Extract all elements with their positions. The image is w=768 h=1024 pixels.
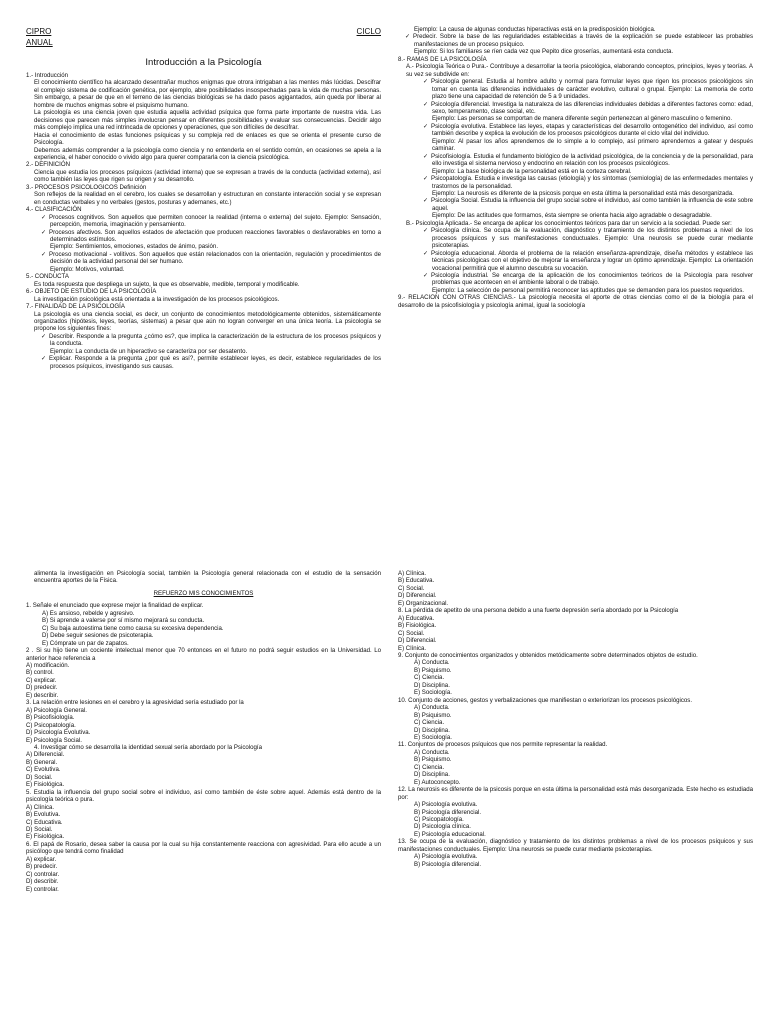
text-content: B) Psicología diferencial. [414,808,482,816]
text-line [398,659,753,666]
text-line [398,168,753,175]
text-line [26,109,381,131]
text-content: A) Es ansioso, rebelde y agresivo. [42,609,135,617]
text-content: 10. Conjunto de acciones, gestos y verbalizaciones que manifiestan o exteriorizan los procesos psicológicos. [398,696,693,704]
checkmark-icon: ✓ [423,152,429,160]
text-content: 6. El papá de Rosario, desea saber la causa por la cual su hija constantemente reacciona con agresividad. Para ello acude a un psicólogo que tendrá como finalidad [26,840,381,856]
text-content: 3.- PROCESOS PSICOLOGICOS Definición [26,183,147,191]
page1-left-text [26,72,381,370]
text-line [398,741,753,748]
text-content: Psicopatología. Estudia e investiga las causas (etiología) y los síntomas (semiología) de las enfermedades mentales y trastornos de la personalidad. [431,175,753,190]
text-content: Ejemplo: La causa de algunas conductas hiperactivas está en la predisposición biológica. [414,26,656,33]
text-line [26,281,381,288]
page1-right-column [398,26,753,309]
text-line [26,699,381,706]
text-line [26,833,381,840]
text-line [398,78,753,100]
text-line [398,712,753,719]
text-line [398,63,753,78]
text-line [398,220,753,227]
text-line [26,856,381,863]
text-line [398,287,753,294]
text-line [26,751,381,758]
text-content: Psicología educacional. Aborda el problema de la relación enseñanza-aprendizaje, diseña métodos y establece las técnicas psicológicas con el objetivo de mejorar la enseñanza y lograr un óptimo aprendizaje. Ejemplo: La orientación vocacional permitirá que el alumno descubra su vocación. [431,249,753,272]
text-content: A) Conducta. [414,748,450,756]
page-2 [0,520,768,1024]
page2-left-column [26,570,381,893]
text-content: B) Psiquismo. [414,711,452,719]
text-line [398,577,753,584]
text-content: D) Disciplina. [414,771,450,779]
text-line [26,707,381,714]
text-line [398,570,753,577]
text-line [26,333,381,348]
text-line [398,734,753,741]
text-content: Debemos además comprender a la psicología como ciencia y no entenderla en el sentido común, en ocasiones se apela a la experiencia, el haber conocido o vivido algo para querer compararla con la ciencia psicológica. [34,146,381,161]
text-content: 2 . Si su hijo tiene un cociente intelectual menor que 70 entonces en el futuro no podrá seguir estudios en la Universidad. Lo anterior hace referencia a [26,647,381,662]
text-content: Procesos afectivos. Son aquellos estados de afectación que producen reacciones favorables o desfavorables en torno a determinados estímulos. [49,228,381,243]
text-content: 3. La relación entre lesiones en el cerebro y la agresividad sería estudiado por la [26,699,244,707]
text-content: E) describir. [26,691,59,699]
text-line [26,602,381,609]
text-content: B) Psicología diferencial. [414,860,482,868]
text-content: 9.- RELACION CON OTRAS CIENCIAS.- La psicología necesita el aporte de otras ciencias como el de la biología para el desarrollo de la psicofisiología y psicología animal, igual la sociología [398,294,753,309]
text-line [26,647,381,662]
checkmark-icon: ✓ [423,197,429,205]
text-content: B.- Psicología Aplicada.- Se encarga de aplicar los conocimientos teóricos para dar un servicio a la sociedad. Puede ser: [406,219,732,227]
text-content: 4.- CLASIFICACIÓN [26,206,82,214]
text-line [26,886,381,893]
text-content: Predecir. Sobre la base de las regularidades establecidas a través de la explicación se puede establecer las probables manifestaciones de un proceso psíquico. [413,33,753,48]
text-line [26,355,381,370]
text-line [26,677,381,684]
text-content: Psicología clínica. Se ocupa de la evaluación, diagnóstico y tratamiento de los distintos problemas a nivel de los procesos psíquicos y sus manifestaciones conductuales. Ejemplo: Una neurosis se puede curar mediante psicoterapias. [431,227,753,250]
text-content: 5.- CONDUCTA [26,273,69,281]
text-line [398,645,753,652]
checkmark-icon: ✓ [41,250,47,258]
text-content: B) control. [26,669,54,677]
text-content: C) Ciencia. [414,674,445,682]
text-content: C) Social. [398,629,425,637]
checkmark-icon: ✓ [405,33,411,41]
text-content: E) Sociología. [414,733,452,741]
document-title: Introducción a la Psicología [145,57,262,68]
page1-right-text [398,26,753,309]
page2-right-column [398,570,753,868]
text-content: B) Si aprende a valerse por sí mismo mejorará su conducta. [42,617,205,625]
text-line [26,161,381,168]
text-line [26,169,381,184]
checkmark-icon: ✓ [423,122,429,130]
text-line [398,756,753,763]
text-content: A) Clínica. [26,803,55,811]
text-content: E) Autoconcepto. [414,778,461,786]
text-content: D) Psicología Evolutiva. [26,729,91,737]
text-content: 9. Conjunto de conocimientos organizados y obtenidos metódicamente sobre determinados objetos de estudio. [398,651,698,659]
text-line [26,826,381,833]
text-line [26,878,381,885]
text-line [26,640,381,647]
text-content: El conocimiento científico ha alcanzado desentrañar muchos enigmas que otrora intrigaban a las mentes más lúcidas. Descifrar el complejo sistema de codificación genética, por ejemplo, abre posibilidades insospechadas para la vida de muchas personas. Sin embargo, a pesar de que en el terreno de las ciencias biológicas se ha dado pasos agigantados, aún queda por liberar al hombre de muchos enigmas sobre el psiquismo humano. [34,79,381,109]
header-left: CIPRO [26,27,52,36]
text-content: Ejemplo: Al pasar los años aprendemos de lo simple a lo complejo, así primero aprendemos a gatear y después caminar. [432,137,753,153]
text-content: Psicología Social. Estudia la influencia del grupo social sobre el individuo, así como también la influencia de este sobre aquel. [431,197,753,212]
text-line [398,823,753,830]
text-content: E) Fisiológica. [26,833,65,841]
checkmark-icon: ✓ [423,78,429,86]
text-content: Hacia el conocimiento de estas funciones psíquicas y su compleja red de enlaces es que se orienta el presente curso de Psicología. [34,131,381,147]
checkmark-icon: ✓ [41,213,47,221]
text-line [26,251,381,266]
text-content: D) predecir. [26,684,58,692]
text-line [26,766,381,773]
text-content: 7.- FINALIDAD DE LA PSICOLOGÍA [26,303,125,311]
text-line [398,652,753,659]
text-content: Ejemplo: La neurosis es diferente de la psicosis porque en esta última la personalidad está más desorganizada. [432,189,734,197]
text-content: REFUERZO MIS CONOCIMIENTOS [153,589,254,597]
text-content: E) Psicología Social. [26,736,82,744]
checkmark-icon: ✓ [423,271,429,279]
text-line [26,296,381,303]
text-line [398,294,753,309]
text-line [26,744,381,751]
text-content: A) Conducta. [414,704,450,712]
text-content: D) Debe seguir sesiones de psicoterapia. [42,632,154,640]
text-line [398,764,753,771]
text-content: B) predecir. [26,863,58,871]
text-line [26,811,381,818]
checkmark-icon: ✓ [423,249,429,257]
text-content: D) Diferencial. [398,592,437,600]
text-line [26,132,381,147]
text-content: A) Diferencial. [26,751,65,759]
text-line [398,667,753,674]
text-content: A) Psicología evolutiva. [414,801,478,809]
text-content: A) Psicología General. [26,706,87,714]
text-content: Ejemplo: La selección de personal permitirá reconocer las aptitudes que se demanden para los puestos requeridos. [432,286,744,294]
text-line [398,771,753,778]
text-content: B) Psiquismo. [414,756,452,764]
page-header [26,26,381,50]
text-content: 5. Estudia la influencia del grupo social sobre el individuo, así como también de éste sobre aquel. Además está dentro de la psicología teórica o pura. [26,788,381,804]
text-content: Psicología general. Estudia al hombre adulto y normal para formular leyes que rigen los procesos psicológicos sin tomar en cuenta las diferencias individuales de carácter evolutivo, cultural o grupal. Ejemplo: La memoria de corto plazo tiene una capacidad de retención de 5 a 9 unidades. [431,78,753,101]
text-content: B) General. [26,758,58,766]
text-content: La psicología es una ciencia social, es decir, un conjunto de conocimientos metodológicamente obtenidos, sistemáticamente organizados (hipótesis, leyes, teorías, sistemas) a pesar que aún no logran converger en una única teoría. La psicología se propone los siguientes fines: [34,310,381,333]
text-line [26,789,381,804]
text-content: Procesos cognitivos. Son aquellos que permiten conocer la realidad (interna o externa) del sujeto. Ejemplo: Sensación, percepción, memoria, imaginación y pensamiento. [49,213,381,229]
text-content: B) Fisiológica. [398,622,437,630]
text-content: Es toda respuesta que despliega un sujeto, la que es observable, medible, temporal y modificable. [34,280,300,288]
text-line [398,33,753,48]
text-line [26,206,381,213]
page2-right-text [398,570,753,868]
text-content: C) Social. [398,584,425,592]
page2-left-text [26,570,381,893]
text-line [398,26,753,33]
text-content: alimenta la investigación en Psicología social, también la Psicología general relacionada con el estudio de la sensación encuentra aportes de la Física. [34,570,381,585]
text-content: Ejemplo: Motivos, voluntad. [50,265,125,273]
text-line [398,123,753,138]
text-content: A) Clínica. [398,570,427,577]
text-line [398,831,753,838]
text-line [26,759,381,766]
text-line [398,704,753,711]
text-line [398,786,753,801]
text-content: D) Disciplina. [414,726,450,734]
text-content: A) modificación. [26,661,70,669]
text-line [398,697,753,704]
checkmark-icon: ✓ [423,100,429,108]
text-line [26,288,381,295]
text-line [398,809,753,816]
text-line [26,214,381,229]
text-line [26,625,381,632]
text-content: 8. La pérdida de apetito de una persona debido a una fuerte depresión sería abordado por la Psicología [398,607,679,615]
page1-left-column [26,26,381,370]
checkmark-icon: ✓ [423,227,429,235]
text-line [398,138,753,153]
text-line [26,714,381,721]
text-content: C) Su baja autoestima tiene como causa su excesiva dependencia. [42,624,224,632]
text-line [398,615,753,622]
text-line [398,153,753,168]
text-line [26,229,381,244]
text-line [26,871,381,878]
text-content: Ejemplo: Si los familiares se ríen cada vez que Pepito dice groserías, aumentará esta conducta. [414,48,674,56]
text-line [26,632,381,639]
text-content: C) Ciencia. [414,763,445,771]
text-line [398,250,753,272]
text-content: A) Psicología evolutiva. [414,853,478,861]
text-content: B) Psicofisiología. [26,714,75,722]
text-content: C) controlar. [26,870,60,878]
text-line [26,303,381,310]
text-line [26,184,381,191]
text-line [26,273,381,280]
header-right: CICLO [356,27,381,36]
text-line [398,853,753,860]
text-line [26,684,381,691]
text-content: Ejemplo: La conducta de un hiperactivo se caracteriza por ser desatento. [50,347,248,355]
text-content: E) controlar. [26,885,59,893]
text-line [26,266,381,273]
text-line [398,115,753,122]
text-line [398,607,753,614]
text-line [398,637,753,644]
text-line [398,592,753,599]
text-line [398,719,753,726]
text-content: Ejemplo: Sentimientos, emociones, estados de ánimo, pasión. [50,243,219,251]
text-content: D) Diferencial. [398,637,437,645]
text-content: E) Sociología. [414,689,452,697]
text-content: 2.- DEFINICIÓN [26,161,71,169]
text-content: E) Clínica. [398,644,427,652]
text-line [398,682,753,689]
text-line [26,570,381,585]
text-content: Ciencia que estudia los procesos psíquicos (actividad interna) que se expresan a través de la conducta (actividad externa), así como también las leyes que rigen su origen y su desarrollo. [34,168,381,184]
text-content: D) Social. [26,825,53,833]
text-line [26,147,381,162]
text-content: E) Fisiológica. [26,781,65,789]
checkmark-icon: ✓ [41,355,47,363]
text-content: D) describir. [26,878,59,886]
text-line [398,622,753,629]
text-content: E) Organizacional. [398,599,449,607]
text-content: C) Evolutiva. [26,766,61,774]
text-line [26,729,381,736]
text-content: C) Ciencia. [414,719,445,727]
text-content: Ejemplo: Las personas se comportan de manera diferente según pertenezcan al género masculino o femenino. [432,115,733,123]
text-line [398,779,753,786]
text-line [398,674,753,681]
text-content: D) Psicología clínica. [414,823,471,831]
checkmark-icon: ✓ [41,228,47,236]
text-line [398,689,753,696]
header-below: ANUAL [26,38,53,47]
text-line [398,227,753,249]
text-line [398,190,753,197]
text-line [26,662,381,669]
text-line [398,56,753,63]
checkmark-icon: ✓ [41,332,47,340]
text-line [26,722,381,729]
text-content: C) explicar. [26,676,57,684]
text-content: Describir. Responde a la pregunta ¿cómo es?, que implica la caracterización de la estructura de los procesos psíquicos y la conducta. [49,332,381,348]
text-content: Psicología industrial. Se encarga de la aplicación de los conocimientos teóricos de la Psicología para resolver problemas que acontecen en el ambiente laboral o de trabajo. [431,271,753,287]
text-line [26,841,381,856]
text-line [26,737,381,744]
text-line [26,692,381,699]
text-line [398,630,753,637]
text-line [26,79,381,109]
text-content: Ejemplo: La base biológica de la personalidad está en la corteza cerebral. [432,167,632,175]
text-line [26,243,381,250]
text-line [398,749,753,756]
text-line [26,72,381,79]
text-line [398,600,753,607]
text-content: Psicología diferencial. Investiga la naturaleza de las diferencias individuales debidas a diferentes factores como: edad, sexo, temperamento, clase social, etc. [431,100,753,115]
text-line [26,191,381,206]
text-line [26,617,381,624]
text-line [398,727,753,734]
text-content: 4. Investigar cómo se desarrolla la identidad sexual sería abordado por la Psicología [34,743,262,751]
checkmark-icon: ✓ [423,175,429,183]
text-content: La psicología es una ciencia joven que estudia aquella actividad psíquica que forma parte importante de nuestra vida. Las decisiones que parecen más simples involucran pensar en diferentes posibilidades y evaluar sus consecuencias. Decidir algo más complejo implica una red intrincada de opciones y operaciones, que son difíciles de descifrar. [34,109,381,132]
text-line [26,863,381,870]
text-line [398,838,753,853]
text-line [398,816,753,823]
text-content: Psicofisiología. Estudia el fundamento biológico de la actividad psicológica, de la conciencia y de la personalidad, para ello investiga el sistema nervioso y endocrino en relación con los procesos psicológicos. [431,152,753,168]
text-line [26,781,381,788]
text-content: 11. Conjuntos de procesos psíquicos que nos permite representar la realidad. [398,741,608,749]
text-content: La investigación psicológica está orientada a la investigación de los procesos psicológicos. [34,295,280,303]
text-content: Psicología evolutiva. Establece las leyes, etapas y características del desarrollo ontogenético del individuo, así como también describe y explica la evolución de los procesos psicológicos durante el ciclo vital del individuo. [431,122,753,138]
text-content: E) Cómprate un par de zapatos. [42,639,129,647]
text-content: B) Psiquismo. [414,666,452,674]
text-content: C) Psicopatología. [414,815,464,823]
text-content: E) Psicología educacional. [414,830,486,838]
text-line [26,311,381,333]
text-content: 1.- Introducción [26,72,69,79]
text-content: A.- Psicología Teórica o Pura.- Contribuye a desarrollar la teoría psicológica, elaborando conceptos, principios, leyes y teorías. A su vez se subdivide en: [406,63,753,78]
text-line [398,175,753,190]
text-content: Ejemplo: De las actitudes que formamos, ésta siempre se orienta hacia algo agradable o desagradable. [432,212,712,220]
text-content: Son reflejos de la realidad en el cerebro, los cuales se desarrollan y estructuran en constante interacción social y se expresan en conductas verbales y no verbales (gestos, posturas y ademanes, etc.) [34,191,381,206]
text-line [26,804,381,811]
text-line [26,348,381,355]
text-content: 8.- RAMAS DE LA PSICOLOGÍA [398,55,487,63]
text-content: B) Evolutiva. [26,811,61,819]
text-line [26,669,381,676]
text-content: 6.- OBJETO DE ESTUDIO DE LA PSICOLOGÍA [26,288,157,296]
text-content: 1. Señale el enunciado que exprese mejor la finalidad de explicar. [26,602,204,610]
text-content: A) Educativa. [398,614,435,622]
text-content: Proceso motivacional - volitivos. Son aquellos que están relacionados con la orientación, regulación y procedimientos de decisión de la actividad personal del ser humano. [49,250,381,266]
text-line [398,101,753,116]
text-content: D) Disciplina. [414,681,450,689]
text-content: Explicar. Responde a la pregunta ¿por qué es así?, permite establecer leyes, es decir, establece regularidades de los procesos psíquicos, investigando sus causas. [49,355,381,370]
text-line [26,610,381,617]
text-content: A) Conducta. [414,659,450,667]
text-line [398,48,753,55]
text-line [398,861,753,868]
text-line [398,272,753,287]
section-heading [26,590,381,597]
text-content: 13. Se ocupa de la evaluación, diagnóstico y tratamiento de los distintos problemas a nivel de los procesos psíquicos y sus manifestaciones conductuales. Ejemplo: Una neurosis se puede curar mediante psicoterapias. [398,838,753,853]
text-line [398,197,753,212]
text-line [26,774,381,781]
text-line [398,801,753,808]
text-content: C) Educativa. [26,818,63,826]
text-line [398,585,753,592]
text-content: D) Social. [26,773,53,781]
text-line [398,212,753,219]
text-line [26,819,381,826]
text-content: C) Psicopatología. [26,721,76,729]
text-content: 12. La neurosis es diferente de la psicosis porque en esta última la personalidad está más desorganizada. Este hecho es estudiada por: [398,786,754,801]
text-content: B) Educativa. [398,577,435,585]
text-content: A) explicar. [26,855,57,863]
